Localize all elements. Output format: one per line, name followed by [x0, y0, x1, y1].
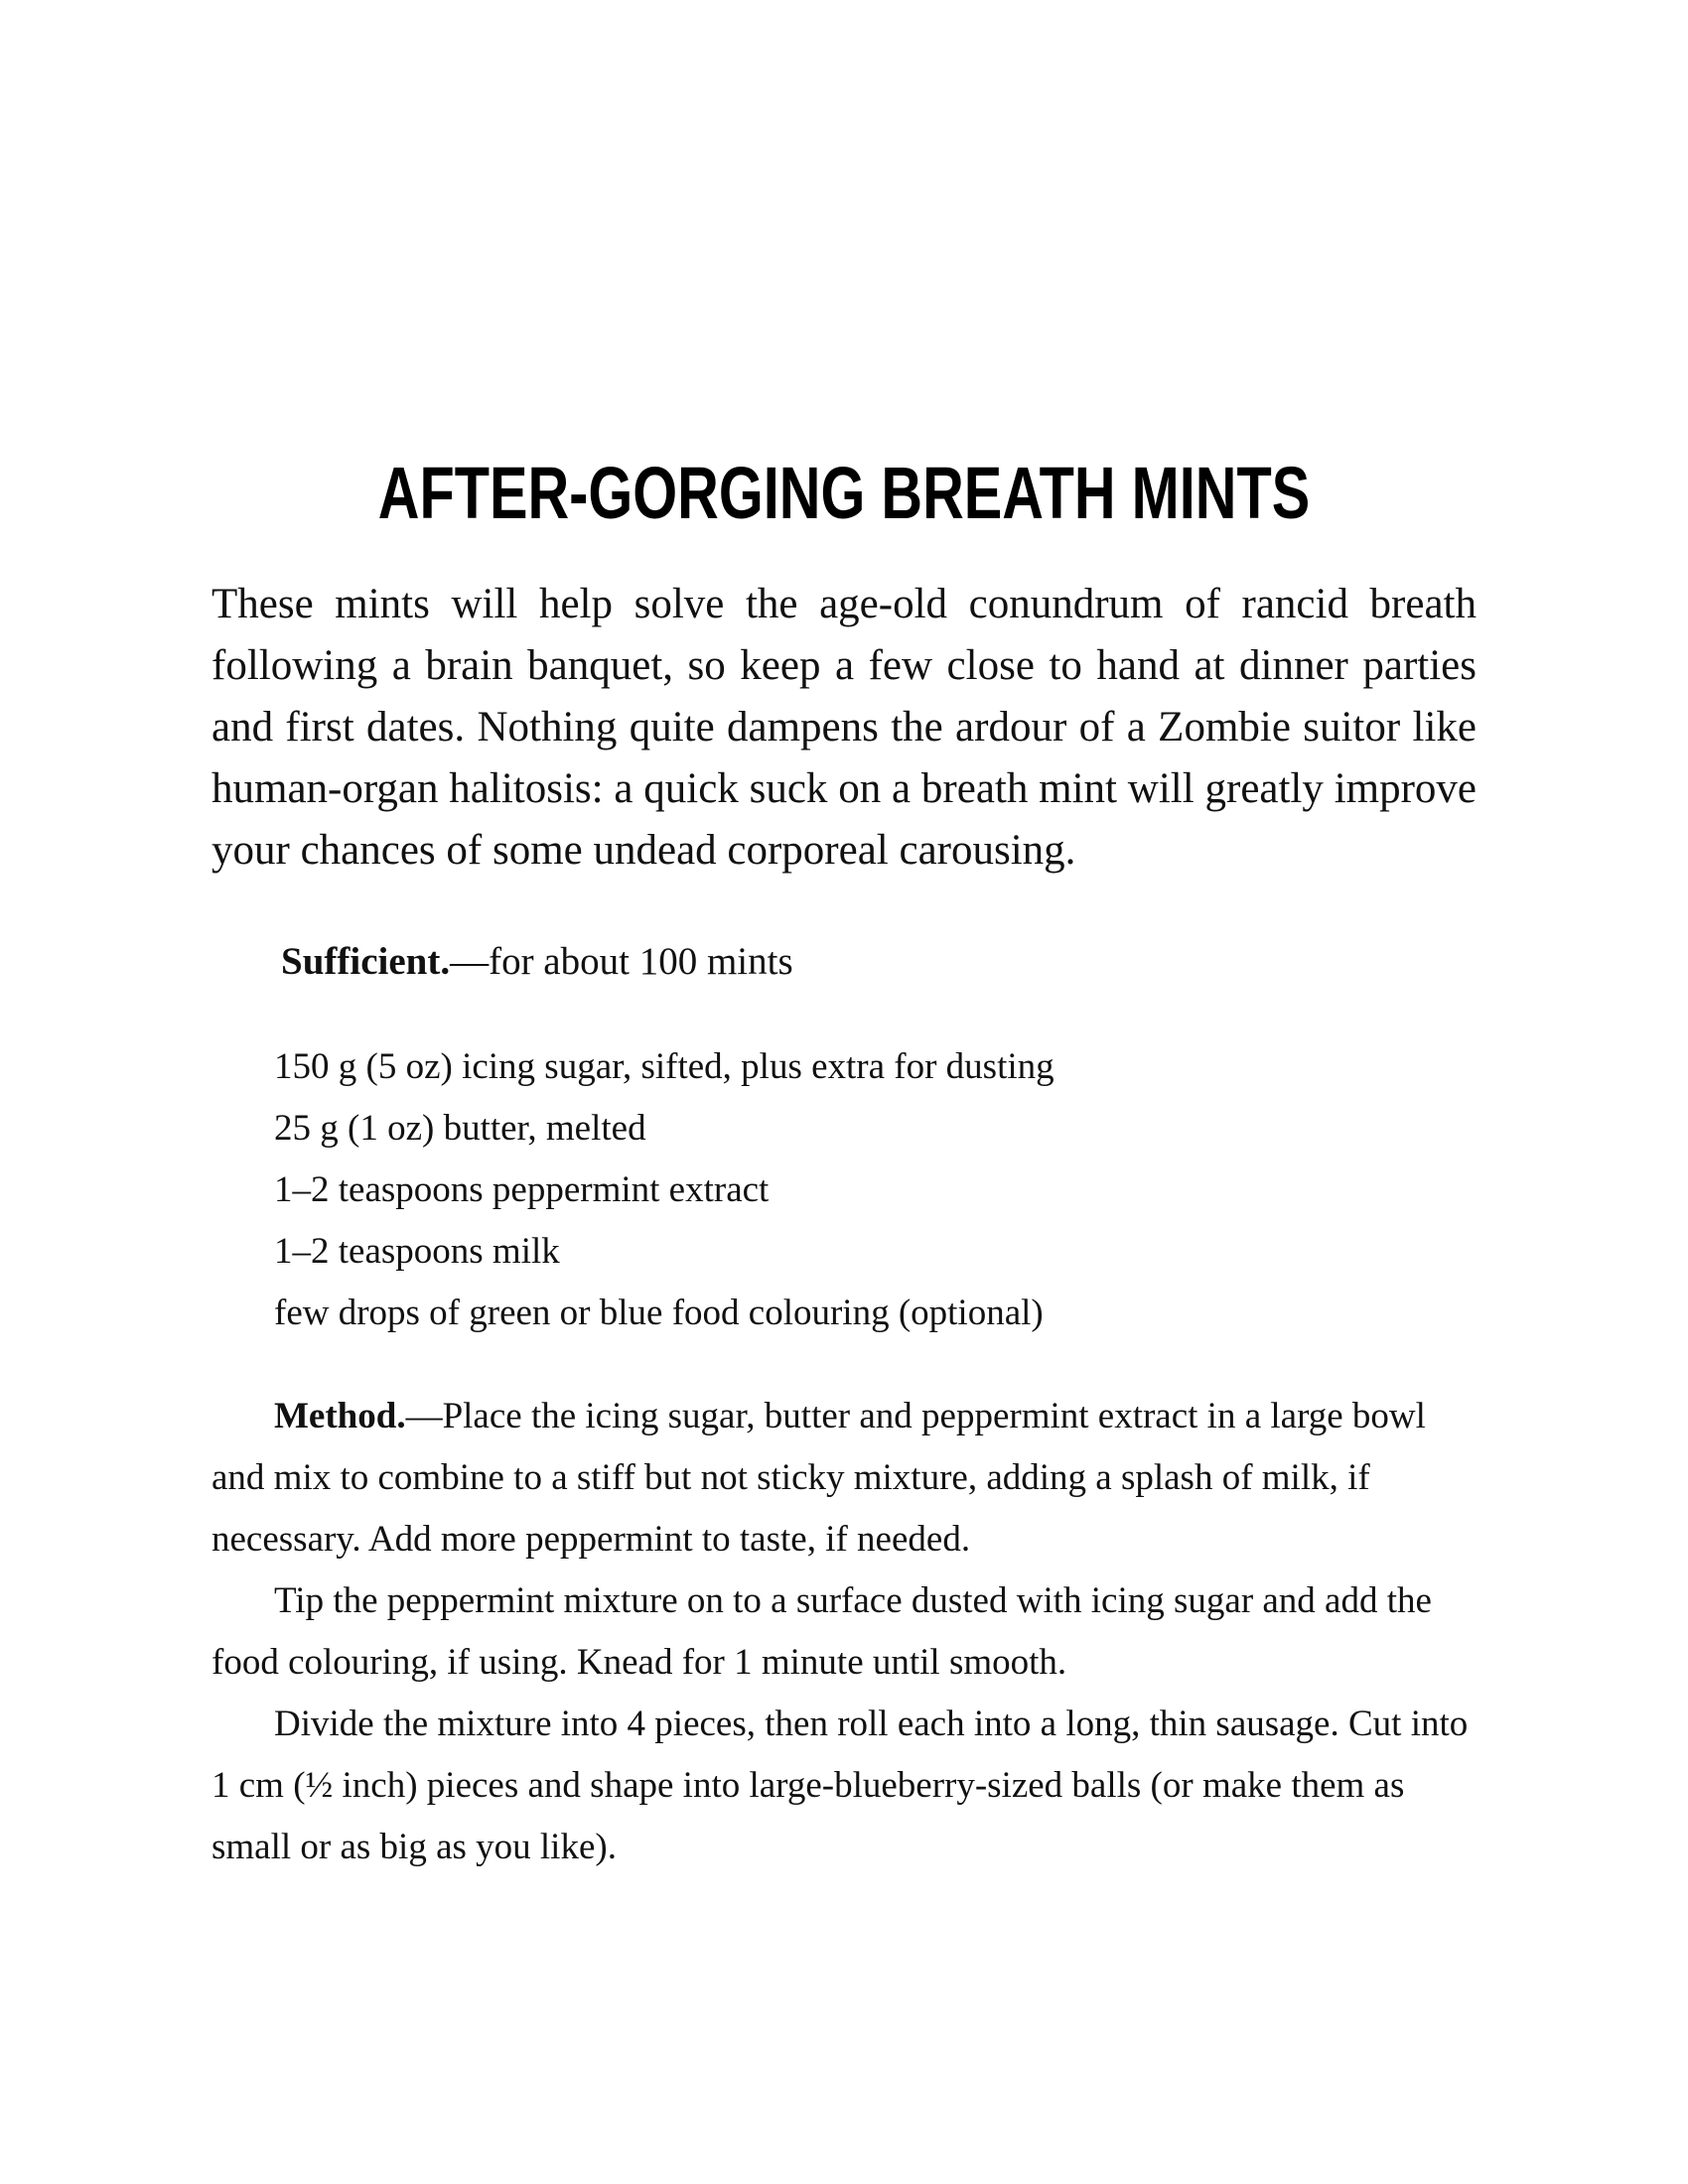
- method-section: [211, 1386, 1477, 1878]
- intro-paragraph: These mints will help solve the age-old conundrum of rancid breath following a brain banquet, so keep a few close to hand at dinner parties and first dates. Nothing quite dampens the ardour of a Zombie suitor like human-organ halitosis: a quick suck on a breath mint will greatly improve your chances of some undead corporeal carousing.: [211, 581, 1477, 874]
- yield-label: Sufficient.: [281, 940, 451, 983]
- ingredient-item: 150 g (5 oz) icing sugar, sifted, plus extra for dusting: [274, 1046, 1055, 1087]
- yield-text: —for about 100 mints: [450, 940, 793, 983]
- ingredient-item: 1–2 teaspoons milk: [274, 1231, 560, 1272]
- method-label: Method.: [274, 1396, 406, 1436]
- method-paragraph: [211, 1386, 1477, 1570]
- recipe-title: AFTER-GORGING BREATH MINTS: [377, 451, 1311, 534]
- method-paragraph: Tip the peppermint mixture on to a surface dusted with icing sugar and add the food colouring, if using. Knead for 1 minute until smooth.: [211, 1580, 1432, 1683]
- ingredient-item: few drops of green or blue food colouring (optional): [274, 1293, 1044, 1333]
- ingredient-item: 1–2 teaspoons peppermint extract: [274, 1169, 770, 1210]
- ingredient-item: 25 g (1 oz) butter, melted: [274, 1108, 646, 1149]
- ingredients-list: [274, 1036, 1466, 1344]
- yield-line: [281, 931, 1473, 993]
- method-step-text: —Place the icing sugar, butter and peppermint extract in a large bowl and mix to combine to a stiff but not sticky mixture, adding a splash of milk, if necessary. Add more peppermint to taste, if needed.: [211, 1396, 1426, 1560]
- method-paragraph: Divide the mixture into 4 pieces, then roll each into a long, thin sausage. Cut into 1 cm (½ inch) pieces and shape into large-blueberry-sized balls (or make them as small or as big as you like).: [211, 1704, 1469, 1867]
